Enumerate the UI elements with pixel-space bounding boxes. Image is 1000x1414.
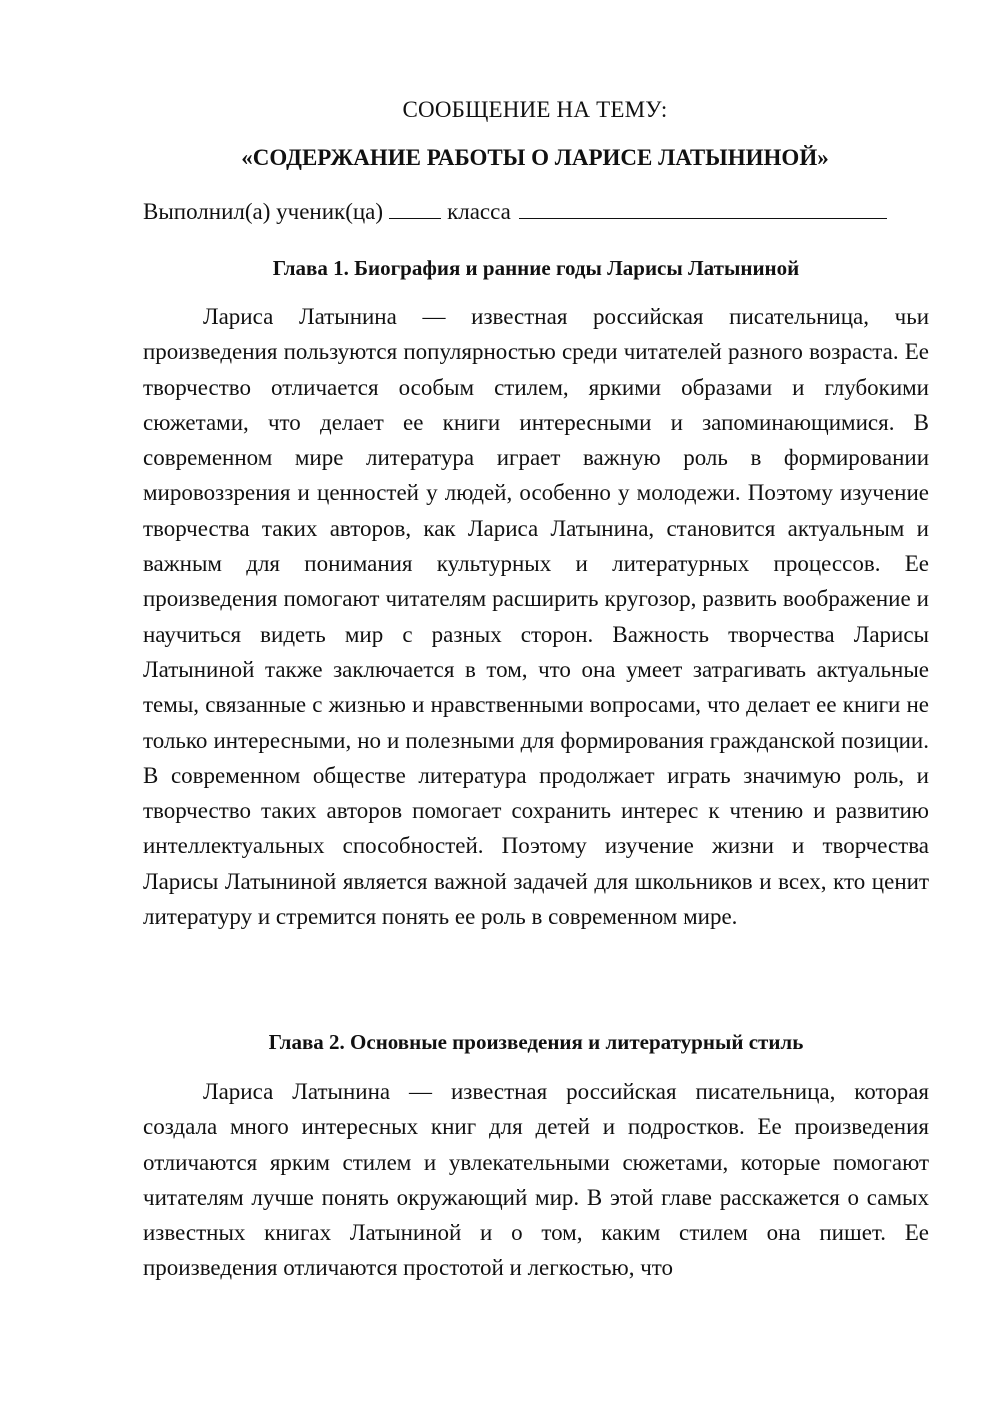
- name-blank: [519, 196, 887, 219]
- document-title-line-2: «СОДЕРЖАНИЕ РАБОТЫ О ЛАРИСЕ ЛАТЫНИНОЙ»: [241, 145, 829, 170]
- author-class-label: класса: [447, 199, 511, 224]
- author-line: [143, 195, 933, 229]
- chapter-2-heading: Глава 2. Основные произведения и литературный стиль: [268, 1030, 804, 1054]
- document-title-line-1: СООБЩЕНИЕ НА ТЕМУ:: [402, 97, 668, 122]
- grade-blank: [389, 196, 441, 219]
- chapter-1-heading: Глава 1. Биография и ранние годы Ларисы Латыниной: [272, 256, 800, 280]
- chapter-1-paragraph: Лариса Латынина — известная российская писательница, чьи произведения пользуются популярностью среди читателей разного возраста. Ее творчество отличается особым стилем, яркими образами и глубокими сюжетами, что делает ее книги интересными и запоминающимися. В современном мире литература играет важную роль в формировании мировоззрения и ценностей у людей, особенно у молодежи. Поэтому изучение творчества таких авторов, как Лариса Латынина, становится актуальным и важным для понимания культурных и литературных процессов. Ее произведения помогают читателям расширить кругозор, развить воображение и научиться видеть мир с разных сторон. Важность творчества Ларисы Латыниной также заключается в том, что она умеет затрагивать актуальные темы, связанные с жизнью и нравственными вопросами, что делает ее книги не только интересными, но и полезными для формирования гражданской позиции. В современном обществе литература продолжает играть значимую роль, и творчество таких авторов помогает сохранить интерес к чтению и развитию интеллектуальных способностей. Поэтому изучение жизни и творчества Ларисы Латыниной является важной задачей для школьников и всех, кто ценит литературу и стремится понять ее роль в современном мире.: [143, 304, 929, 930]
- author-prefix: Выполнил(а) ученик(ца): [143, 199, 384, 224]
- chapter-2-paragraph: Лариса Латынина — известная российская писательница, которая создала много интересных книг для детей и подростков. Ее произведения отличаются ярким стилем и увлекательными сюжетами, которые помогают читателям лучше понять окружающий мир. В этой главе расскажется о самых известных книгах Латыниной и о том, каким стилем она пишет. Ее произведения отличаются простотой и легкостью, что: [143, 1079, 929, 1281]
